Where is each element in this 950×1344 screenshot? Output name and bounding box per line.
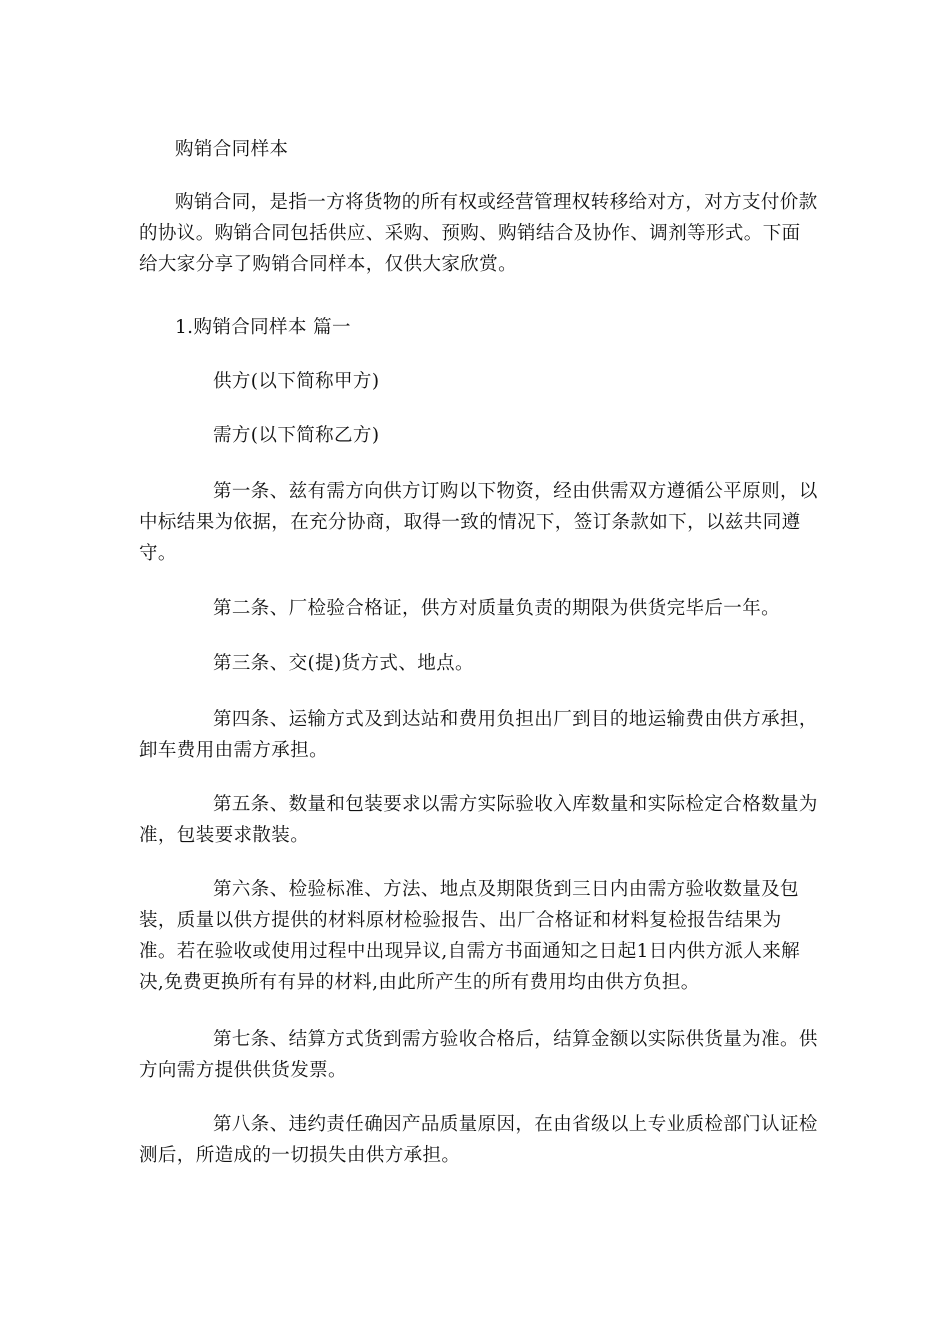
clause-3: 第三条、交(提)货方式、地点。 [213,653,474,674]
section-heading: 1.购销合同样本 篇一 [175,317,351,338]
clause-8: 第八条、违约责任确因产品质量原因，在由省级以上专业质检部门认证检测后，所造成的一切损失由供方承担。 [139,1114,818,1166]
clause-4: 第四条、运输方式及到达站和费用负担出厂到目的地运输费由供方承担，卸车费用由需方承担。 [139,709,818,761]
clause-2: 第二条、厂检验合格证，供方对质量负责的期限为供货完毕后一年。 [213,598,781,619]
buyer-line: 需方(以下简称乙方) [213,425,380,446]
clause-1: 第一条、兹有需方向供方订购以下物资，经由供需双方遵循公平原则，以中标结果为依据，在充分协商，取得一致的情况下，签订条款如下，以兹共同遵守。 [139,481,818,564]
clause-6: 第六条、检验标准、方法、地点及期限货到三日内由需方验收数量及包装，质量以供方提供的材料原材检验报告、出厂合格证和材料复检报告结果为准。若在验收或使用过程中出现异议,自需方书面通知之日起1日内供方派人来解决,免费更换所有有异的材料,由此所产生的所有费用均由供方负担。 [139,879,801,993]
intro-paragraph: 购销合同，是指一方将货物的所有权或经营管理权转移给对方，对方支付价款的协议。购销合同包括供应、采购、预购、购销结合及协作、调剂等形式。下面给大家分享了购销合同样本，仅供大家欣赏。 [139,192,818,275]
supplier-line: 供方(以下简称甲方) [213,371,380,392]
clause-5: 第五条、数量和包装要求以需方实际验收入库数量和实际检定合格数量为准，包装要求散装。 [139,794,818,846]
clause-7: 第七条、结算方式货到需方验收合格后，结算金额以实际供货量为准。供方向需方提供供货发票。 [139,1029,818,1081]
document-title: 购销合同样本 [175,139,289,160]
